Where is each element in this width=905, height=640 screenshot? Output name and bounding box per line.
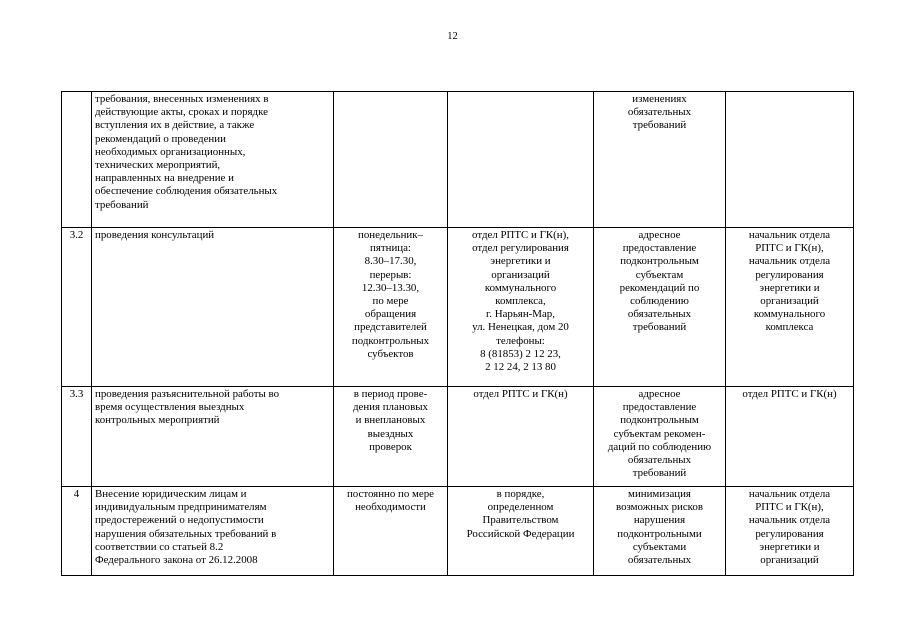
measure-period: в период прове- дения плановых и внеплановых выездных проверок [334, 387, 448, 487]
measure-result: изменениях обязательных требований [594, 92, 726, 228]
table-row [62, 92, 854, 228]
table-row [62, 487, 854, 576]
measure-description: проведения разъяснительной работы во время осуществления выездных контрольных мероприятий [92, 387, 334, 487]
table-row [62, 387, 854, 487]
measures-table [61, 91, 854, 576]
measure-description: проведения консультаций [92, 228, 334, 387]
measure-description: Внесение юридическим лицам и индивидуальным предпринимателям предостережений о недопустимости нарушения обязательных требований в соответствии со статьей 8.2 Федерального закона от 26.12.2008 [92, 487, 334, 576]
table-row [62, 228, 854, 387]
row-number: 3.2 [62, 228, 92, 387]
measure-result: минимизация возможных рисков нарушения подконтрольными субъектами обязательных [594, 487, 726, 576]
measure-period: понедельник– пятница: 8.30–17.30, перерыв: 12.30–13.30, по мере обращения представителей подконтрольных субъектов [334, 228, 448, 387]
measure-responsible: начальник отдела РПТС и ГК(н), начальник отдела регулирования энергетики и организаций [726, 487, 854, 576]
row-number: 3.3 [62, 387, 92, 487]
measure-period [334, 92, 448, 228]
measure-description: требования, внесенных изменениях в действующие акты, сроках и порядке вступления их в действие, а также рекомендаций о проведении необходимых организационных, технических мероприятий, направленных на внедрение и обеспечение соблюдения обязательных требований [92, 92, 334, 228]
measure-place: в порядке, определенном Правительством Российской Федерации [448, 487, 594, 576]
measure-result: адресное предоставление подконтрольным субъектам рекомендаций по соблюдению обязательных требований [594, 228, 726, 387]
measure-place: отдел РПТС и ГК(н), отдел регулирования энергетики и организаций коммунального комплекса, г. Нарьян-Мар, ул. Ненецкая, дом 20 телефоны: 8 (81853) 2 12 23, 2 12 24, 2 13 80 [448, 228, 594, 387]
measure-period: постоянно по мере необходимости [334, 487, 448, 576]
measure-responsible: начальник отдела РПТС и ГК(н), начальник отдела регулирования энергетики и организаций коммунального комплекса [726, 228, 854, 387]
row-number: 4 [62, 487, 92, 576]
measure-responsible [726, 92, 854, 228]
measure-result: адресное предоставление подконтрольным субъектам рекомен- даций по соблюдению обязательных требований [594, 387, 726, 487]
measure-place [448, 92, 594, 228]
measure-responsible: отдел РПТС и ГК(н) [726, 387, 854, 487]
page-number: 12 [447, 31, 458, 42]
measure-place: отдел РПТС и ГК(н) [448, 387, 594, 487]
row-number [62, 92, 92, 228]
